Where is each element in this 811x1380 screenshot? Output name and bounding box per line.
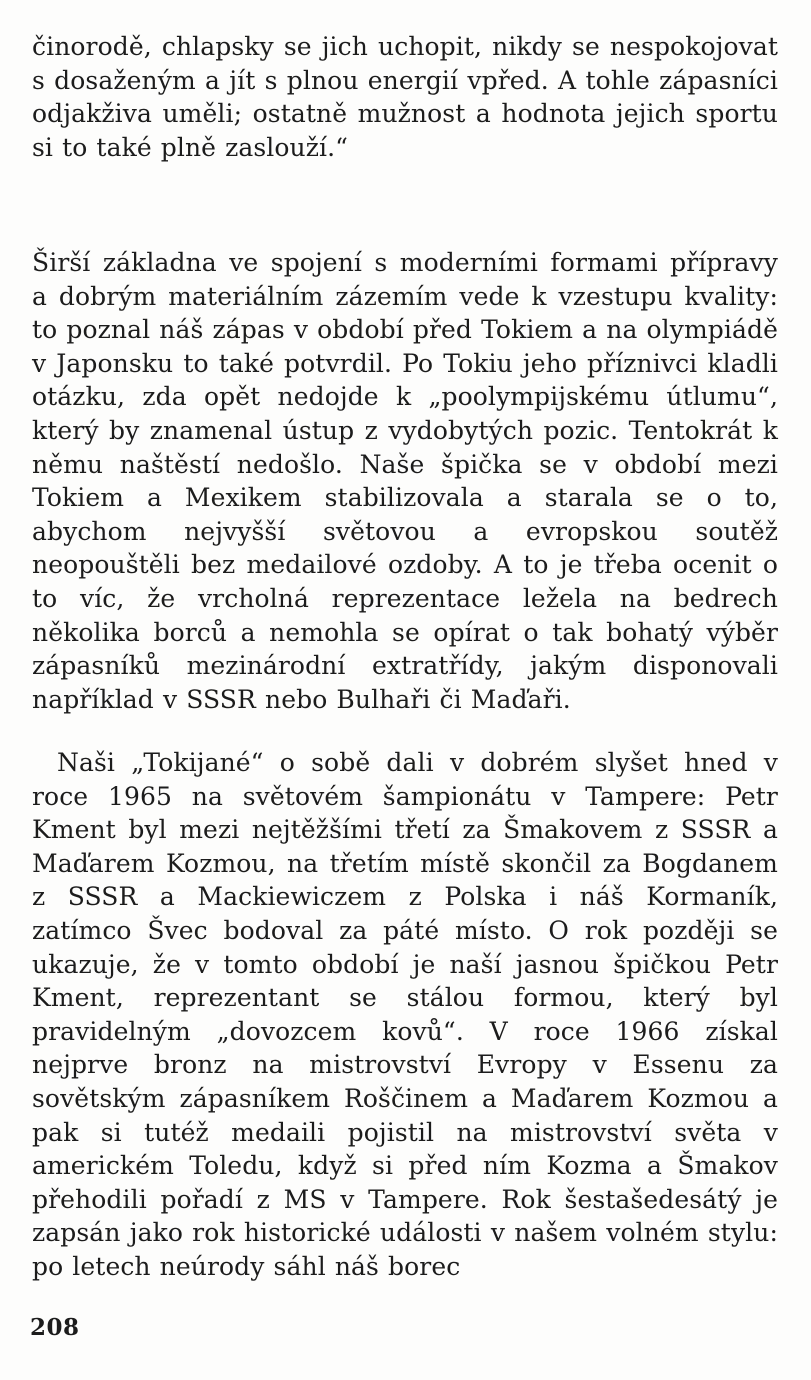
paragraph-quote-ending: činorodě, chlapsky se jich uchopit, nikdy se nespokojovat s dosaženým a jít s plnou energií vpřed. A tohle zápasníci odjakživa uměli; ostatně mužnost a hodnota jejich sportu si to také plně zaslouží.“ (32, 32, 778, 162)
paragraph-tokyo-wrestlers: Naši „Tokijané“ o sobě dali v dobrém slyšet hned v roce 1965 na světovém šampionátu v Tampere: Petr Kment byl mezi nejtěžšími třetí za Šmakovem z SSSR a Maďarem Kozmou, na třetím místě skončil za Bogdanem z SSSR a Mackiewiczem z Polska i náš Kormaník, zatímco Švec bodoval za páté místo. O rok později se ukazuje, že v tomto období je naší jasnou špičkou Petr Kment, reprezentant se stálou formou, který byl pravidelným „dovozcem kovů“. V roce 1966 získal nejprve bronz na mistrovství Evropy v Essenu za sovětským zápasníkem Roščinem a Maďarem Kozmou a pak si tutéž medaili pojistil na mistrovství světa v americkém Toledu, když si před ním Kozma a Šmakov přehodili pořadí z MS v Tampere. Rok šestašedesátý je zapsán jako rok historické události v našem volném stylu: po letech neúrody sáhl náš borec (32, 748, 778, 1281)
paragraph-quality-growth: Širší základna ve spojení s moderními formami přípravy a dobrým materiálním zázemím vede k vzestupu kvality: to poznal náš zápas v období před Tokiem a na olympiádě v Japonsku to také potvrdil. Po Tokiu jeho příznivci kladli otázku, zda opět nedojde k „poolympijskému útlumu“, který by znamenal ústup z vydobytých pozic. Tentokrát k němu naštěstí nedošlo. Naše špička se v období mezi Tokiem a Mexikem stabilizovala a starala se o to, abychom nejvyšší světovou a evropskou soutěž neopouštěli bez medailové ozdoby. A to je třeba ocenit o to víc, že vrcholná reprezentace ležela na bedrech několika borců a nemohla se opírat o tak bohatý výběr zápasníků mezinárodní extratřídy, jakým disponovali například v SSSR nebo Bulhaři či Maďaři. (32, 248, 778, 714)
page-number: 208 (30, 1314, 80, 1341)
